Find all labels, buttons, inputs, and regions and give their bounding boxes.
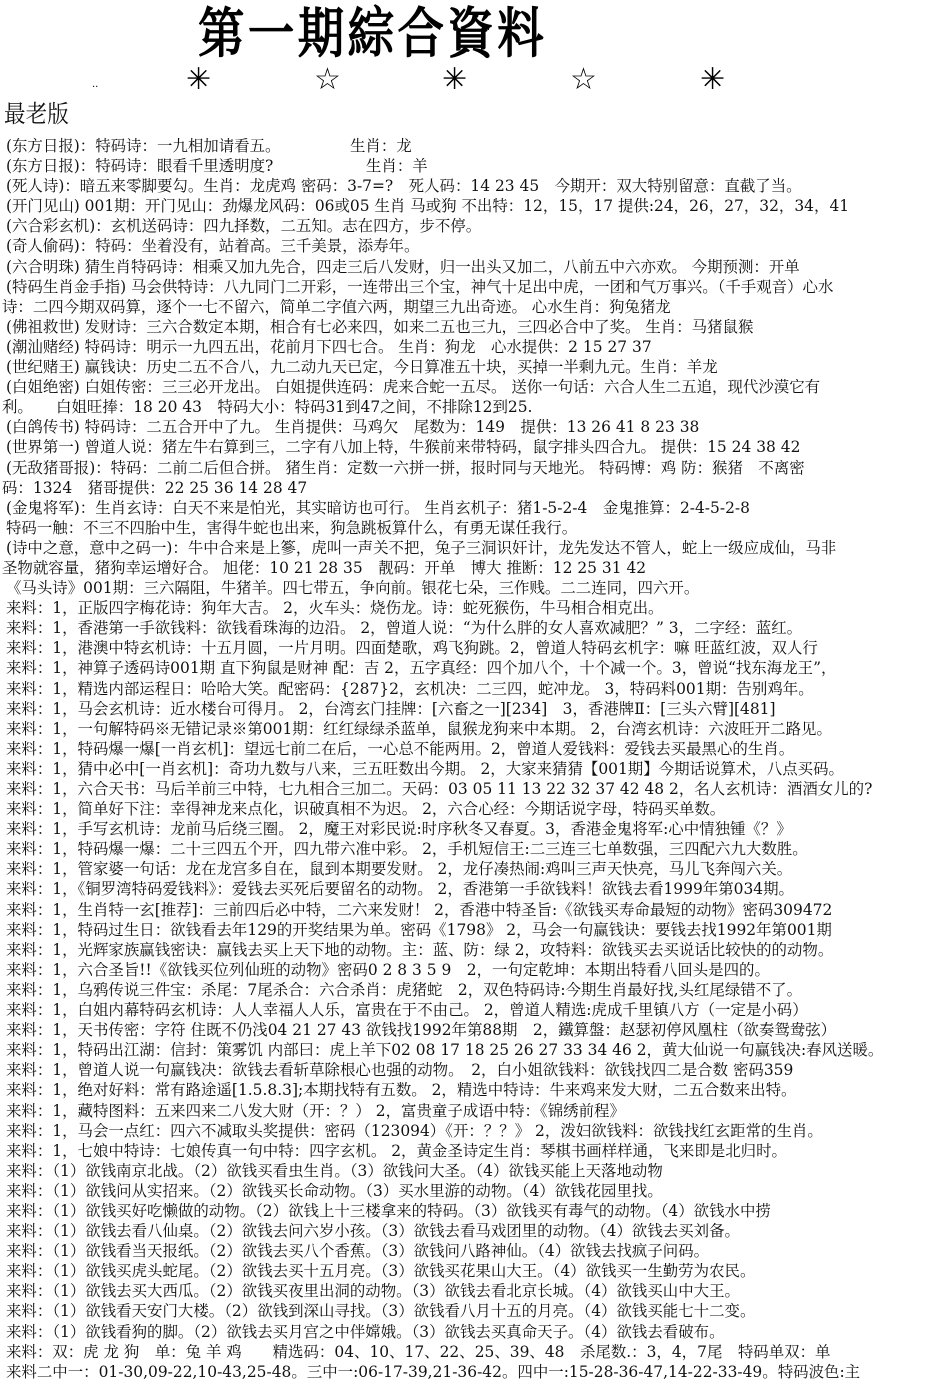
page-title: 第一期綜合資料 (198, 1, 548, 65)
text-line: (东方日报)：特码诗：一九相加请看五。 生肖：龙 (5, 137, 412, 155)
text-line: 来料：1，马会一点红：四六不减取头奖提供：密码（123094）《开：？？》 2，泼妇欲钱料：欲钱找红玄距常的生肖。 (5, 1121, 823, 1140)
text-line: 来料：1，神算子透码诗001期 直下狗鼠是财神 配：吉 2，五字真经：四个加八个，十个减一个。3，曾说“找东海龙王”， (5, 659, 837, 678)
text-line: 来料：1，《铜罗湾特码爱钱料》：爱钱去买死后要留名的动物。 2，香港第一手欲钱料！欲钱去看1999年第034期。 (5, 880, 794, 899)
text-line: 来料：1，天书传密：字符 住既不仍浅04 21 27 43 欲钱找1992年第88期 2，鐵算盤：赵瑟初停风凰柱（欲奏鸳鸯弦） (5, 1021, 837, 1040)
text-line: 来料：1，曾道人说一句赢钱决：欲钱去看斩草除根心也强的动物。 2，白小姐欲钱料：欲钱找四二是合数 密码359 (5, 1061, 794, 1080)
text-line: 来料：1，一句解特码※无错记录※第001期：红红绿绿杀蓝单，鼠猴龙狗来中本期。 2，台湾玄机诗：六波旺开二路见。 (5, 719, 832, 738)
text-line: 特码一触：不三不四胎中生，害得牛蛇也出来，狗急跳板算什么，有勇无谋任我行。 (5, 518, 578, 537)
text-line: (世界第一) 曾道人说：猪左牛右算到三，二字有八加上特，牛猴前来带特码，鼠字排头四合九。 提供：15 24 38 42 (5, 438, 801, 457)
asterisk-icon: ✳ (442, 62, 468, 97)
text-line: (开门见山) 001期：开门见山：劲爆龙风码：06或05 生肖 马或狗 不出特：12，15，17 提供:24，26，27，32，34，41 (5, 197, 850, 216)
text-line: (世纪赌王) 赢钱诀：历史二五不合八，九二动九天已定，今日算准五十块，买掉一半剩九元。生肖：羊龙 (5, 358, 718, 377)
text-line: 利。 白姐旺捧：18 20 43 特码大小：特码31到47之间，不排除12到25. (1, 398, 533, 417)
text-line: 来料：1，特码爆一爆[一肖玄机]：望远七前二在后，一心总不能两用。2，曾道人爱钱料：爱钱去买最黑心的生肖。 (5, 739, 795, 758)
document-body (0, 136, 949, 1382)
text-line: 来料：（1）欲钱问从实招来。（2）欲钱买长命动物。（3）买水里游的动物。（4）欲钱花园里找。 (5, 1181, 663, 1200)
text-line: 来料：1，马会玄机诗：近水楼台可得月。 2，台湾玄门挂牌：[六畜之一][234] 3，香港牌Ⅱ：[三头六臂][481] (5, 699, 776, 718)
text-line: 来料：1，简单好下注：幸得神龙来点化，识破真相不为迟。 2，六合心经：今期话说字母，特码买单数。 (5, 800, 726, 819)
text-line: 来料：1，管家婆一句话：龙在龙宫多自在，鼠到本期要发财。 2，龙仔凑热闹:鸡叫三声天快亮，马儿飞奔闯六关。 (5, 860, 793, 879)
text-line: 来料：双：虎 龙 狗 单：兔 羊 鸡 精选码：04、10、17、22、25、39、48 杀尾数.：3，4，7尾 特码单双：单 (5, 1342, 831, 1361)
text-line: (死人诗)：暗五来零脚要勾。生肖：龙虎鸡 密码：3-7=? 死人码：14 23 45 今期开：双大特别留意：直截了当。 (5, 177, 802, 196)
text-line: 来料：（1）欲钱买好吃懒做的动物。（2）欲钱上十三楼拿来的特码。（3）欲钱买有毒气的动物。（4）欲钱水中捞 (5, 1201, 771, 1220)
version-label: 最老版 (4, 100, 69, 128)
text-line: 诗：二四今期双码算，逐个一七不留六，简单二字值六两，期望三九出奇迹。 心水生肖：狗兔猪龙 (1, 297, 671, 316)
text-line: (潮汕赌经) 特码诗：明示一九四五出，花前月下四七合。 生肖：狗龙 心水提供：2 15 27 37 (5, 337, 652, 356)
text-line: 来料：1，港澳中特玄机诗：十五月圆，一片月明。四面楚歌，鸡飞狗跳。2，曾道人特码玄机字：嘛 旺蓝红波，双人行 (5, 639, 818, 658)
text-line: 来料：（1）欲钱去看八仙桌。（2）欲钱去问六岁小孩。（3）欲钱去看马戏团里的动物。（4）欲钱去买刘备。 (5, 1222, 740, 1241)
text-line: (诗中之意，意中之码一)：牛中合来是上篸，虎叫一声关不把，兔子三洞识奸计，龙先发达不管人，蛇上一级应成仙，马非 (5, 538, 837, 557)
text-line: (奇人偷码)：特码：坐着没有，站着高。三千美景，添寿年。 (5, 237, 420, 256)
text-line: 来料：1，猜中必中[一肖玄机]：奇功九数与八来，三五旺数出今期。 2，大家来猜猜【001期】今期话说算术，八点买码。 (5, 759, 844, 778)
text-line: 来料：1，六合圣旨!!《欲钱买位列仙班的动物》密码0 2 8 3 5 9 2，一句定乾坤：本期出特看八回头是四的。 (5, 960, 770, 979)
text-line: 来料：（1）欲钱看当天报纸。（2）欲钱去买八个香蕉。（3）欲钱问八路神仙。（4）欲钱去找疯子问码。 (5, 1242, 710, 1261)
star-icon: ☆ (314, 62, 341, 97)
text-line: (金鬼将军)：生肖玄诗：白天不来是怕光，其实暗访也可行。 生肖玄机子：猪1-5-2-4 金鬼推算：2-4-5-2-8 (5, 498, 750, 517)
text-line: 来料二中一：01-30,09-22,10-43,25-48。三中一:06-17-39,21-36-42。四中一:15-28-36-47,14-22-33-49。特码波色:主 (5, 1362, 861, 1381)
decoration-row (0, 64, 949, 96)
text-line: 来料：1，藏特图料：五来四来二八发大财（开：？） 2，富贵童子成语中特：《锦绣前程》 (5, 1101, 625, 1120)
text-line: 来料：1，手写玄机诗：龙前马后绕三圈。 2，魔王对彩民说:时序秋冬又春夏。3，香港金鬼将军:心中情独锺《？》 (5, 820, 792, 839)
text-line: 来料：（1）欲钱去买大西瓜。（2）欲钱买夜里出洞的动物。（3）欲钱去看北京长城。（4）欲钱买山中大王。 (5, 1282, 740, 1301)
text-line: 《马头诗》001期：三六隔阻，牛猪羊。四七带五，争向前。银花七朵，三作贱。二二连同，四六开。 (5, 579, 700, 598)
star-icon: ☆ (570, 62, 597, 97)
text-line: 来料：1，六合天书：马后羊前三中特，七九相合三加二。天码：03 05 11 13 22 32 37 42 48 2，名人玄机诗：酒酒女儿的? (5, 780, 873, 798)
asterisk-icon: ✳ (186, 62, 212, 97)
text-line: 来料：1，七娘中特诗：七娘传真一句中特：四字玄机。 2，黄金圣诗定生肖：琴棋书画样样通，飞来即是北归时。 (5, 1141, 787, 1160)
text-line: 码：1324 猪哥提供：22 25 36 14 28 47 (1, 478, 308, 497)
text-line: 来料：1，生肖特一玄[推荐]：三前四后必中特，二六来发财！ 2，香港中特圣旨:《欲钱买寿命最短的动物》密码309472 (5, 900, 833, 919)
text-line: (无敌猪哥报)：特码：二前二后但合拼。 猪生肖：定数一六拼一拼，报时同与天地光。 特码博：鸡 防：猴猪 不离密 (5, 458, 805, 477)
asterisk-icon: ✳ (700, 62, 726, 97)
text-line: 圣物就容量，猪狗幸运增好合。 旭佬：10 21 28 35 靓码：开单 博大 推断：12 25 31 42 (1, 558, 647, 577)
text-line: (特码生肖金手指) 马会供特诗：八九同门二开彩，一连带出三个宝，神气十足出中虎，一团和气万事兴。（千手观音）心水 (5, 277, 834, 296)
text-line: 来料：（1）欲钱南京北战。（2）欲钱买看虫生肖。（3）欲钱问大圣。（4）欲钱买能上天落地动物 (5, 1161, 663, 1180)
text-line: 来料：1，乌鸦传说三件宝：杀尾：7尾杀合：六合杀肖：虎猪蛇 2，双色特码诗:今期生肖最好找,头红尾绿错不了。 (5, 980, 803, 999)
text-line: 来料：（1）欲钱看天安门大楼。（2）欲钱到深山寻找。（3）欲钱看八月十五的月亮。（4）欲钱买能七十二变。 (5, 1302, 756, 1321)
text-line: 来料：1，特码过生日：欲钱看去年129的开奖结果为单。密码《1798》 2，马会一句赢钱诀：要钱去找1992年第001期 (5, 920, 832, 939)
text-line: 来料：1，白姐内幕特码玄机诗：人人幸福人人乐，富贵在于不由己。 2，曾道人精选:虎成千里镇八方（一定是小码） (5, 1001, 808, 1020)
text-line: 来料：1，特码出江湖：信封：策雾饥 内部曰：虎上羊下02 08 17 18 25 26 27 33 34 46 2，黄大仙说一句赢钱决:春风送暖。 (5, 1041, 884, 1060)
text-line: (六合明珠) 猜生肖特码诗：相乘又加九先合，四走三后八发财，归一出头又加二，八前五中六亦欢。 今期预测：开单 (5, 257, 800, 276)
text-line: 来料：1，绝对好料：常有路途遥[1.5.8.3];本期找特有五数。 2，精选中特诗：牛来鸡来发大财，二五合数来出特。 (5, 1081, 797, 1100)
text-line: 来料：1，特码爆一爆：二十三四五个开，四九带六准中彩。 2，手机短信王:二三连三七单数强，三四配六九大数胜。 (5, 840, 808, 859)
text-line: (东方日报)：特码诗：眼看千里透明度? 生肖：羊 (5, 157, 428, 176)
text-line: 来料：1，香港第一手欲钱料：欲钱看珠海的边沿。 2，曾道人说：“为什么胖的女人喜欢减肥？” 3，二字经：蓝红。 (5, 619, 803, 638)
text-line: (六合彩玄机)：玄机送码诗：四九择数，二五知。志在四方，步不停。 (5, 217, 482, 236)
text-line: 来料：（1）欲钱买虎头蛇尾。（2）欲钱去买十五月亮。（3）欲钱买花果山大王。（4）欲钱买一生勤劳为农民。 (5, 1262, 756, 1281)
text-line: 来料：（1）欲钱看狗的脚。（2）欲钱去买月宫之中伴嫦娥。（3）欲钱去买真命天子。（4）欲钱去看破布。 (5, 1322, 725, 1341)
text-line: (白姐绝密) 白姐传密：三三必开龙出。 白姐提供连码：虎来合蛇一五尽。 送你一句话：六合人生二五追，现代沙漠它有 (5, 378, 821, 397)
text-line: (白鸽传书) 特码诗：二五合开中了九。 生肖提供：马鸡欠 尾数为：149 提供：13 26 41 8 23 38 (5, 418, 700, 437)
text-line: (佛祖救世) 发财诗：三六合数定本期，相合有七必来四，如来二五也三九，三四必合中了奖。 生肖：马猪鼠猴 (5, 317, 754, 336)
text-line: 来料：1，光辉家族赢钱密诀：赢钱去买上天下地的动物。主：蓝、防：绿 2，攻特料：欲钱买去买说话比较快的的动物。 (5, 940, 834, 959)
text-line: 来料：1，精选内部运程日：哈哈大笑。配密码：{287}2，玄机决：二三四，蛇冲龙。 3，特码料001期：告别鸡年。 (5, 679, 814, 698)
text-line: 来料：1，正版四字梅花诗：狗年大吉。 2，火车头：烧伤龙。诗：蛇死猴伤，牛马相合相克出。 (5, 599, 664, 618)
dots-icon: ·· (92, 82, 99, 93)
